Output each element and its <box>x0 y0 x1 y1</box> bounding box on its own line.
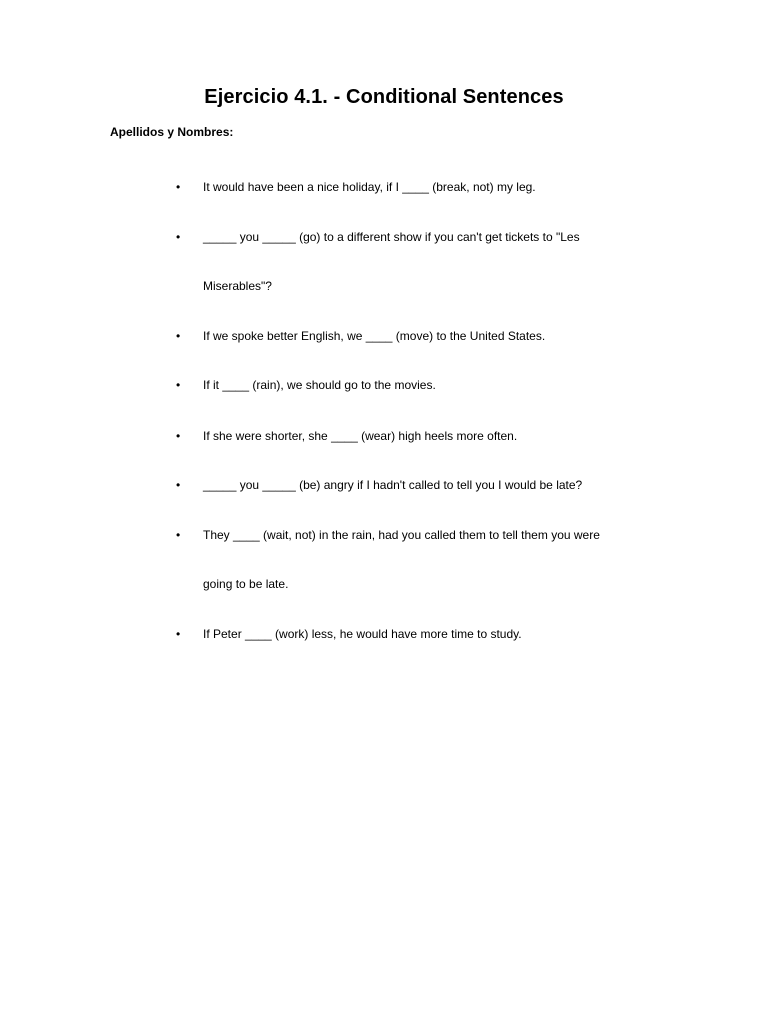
bullet-icon: • <box>176 230 181 244</box>
bullet-icon: • <box>176 627 181 641</box>
exercise-text: If we spoke better English, we ____ (move) to the United States. <box>203 329 546 343</box>
exercise-text: If she were shorter, she ____ (wear) high heels more often. <box>203 429 518 443</box>
exercise-text-continued: going to be late. <box>203 577 289 591</box>
name-field-label: Apellidos y Nombres: <box>110 125 234 139</box>
exercise-text: _____ you _____ (be) angry if I hadn't called to tell you I would be late? <box>203 478 583 492</box>
bullet-icon: • <box>176 180 181 194</box>
bullet-icon: • <box>176 478 181 492</box>
bullet-icon: • <box>176 429 181 443</box>
exercise-text: If it ____ (rain), we should go to the movies. <box>203 378 436 392</box>
exercise-text: _____ you _____ (go) to a different show if you can't get tickets to "Les <box>203 230 580 244</box>
bullet-icon: • <box>176 378 181 392</box>
bullet-icon: • <box>176 528 181 542</box>
exercise-text-continued: Miserables"? <box>203 279 272 293</box>
bullet-icon: • <box>176 329 181 343</box>
exercise-text: If Peter ____ (work) less, he would have more time to study. <box>203 627 522 641</box>
worksheet-title: Ejercicio 4.1. - Conditional Sentences <box>204 86 564 108</box>
exercise-text: They ____ (wait, not) in the rain, had you called them to tell them you were <box>203 528 600 542</box>
exercise-text: It would have been a nice holiday, if I ____ (break, not) my leg. <box>203 180 536 194</box>
